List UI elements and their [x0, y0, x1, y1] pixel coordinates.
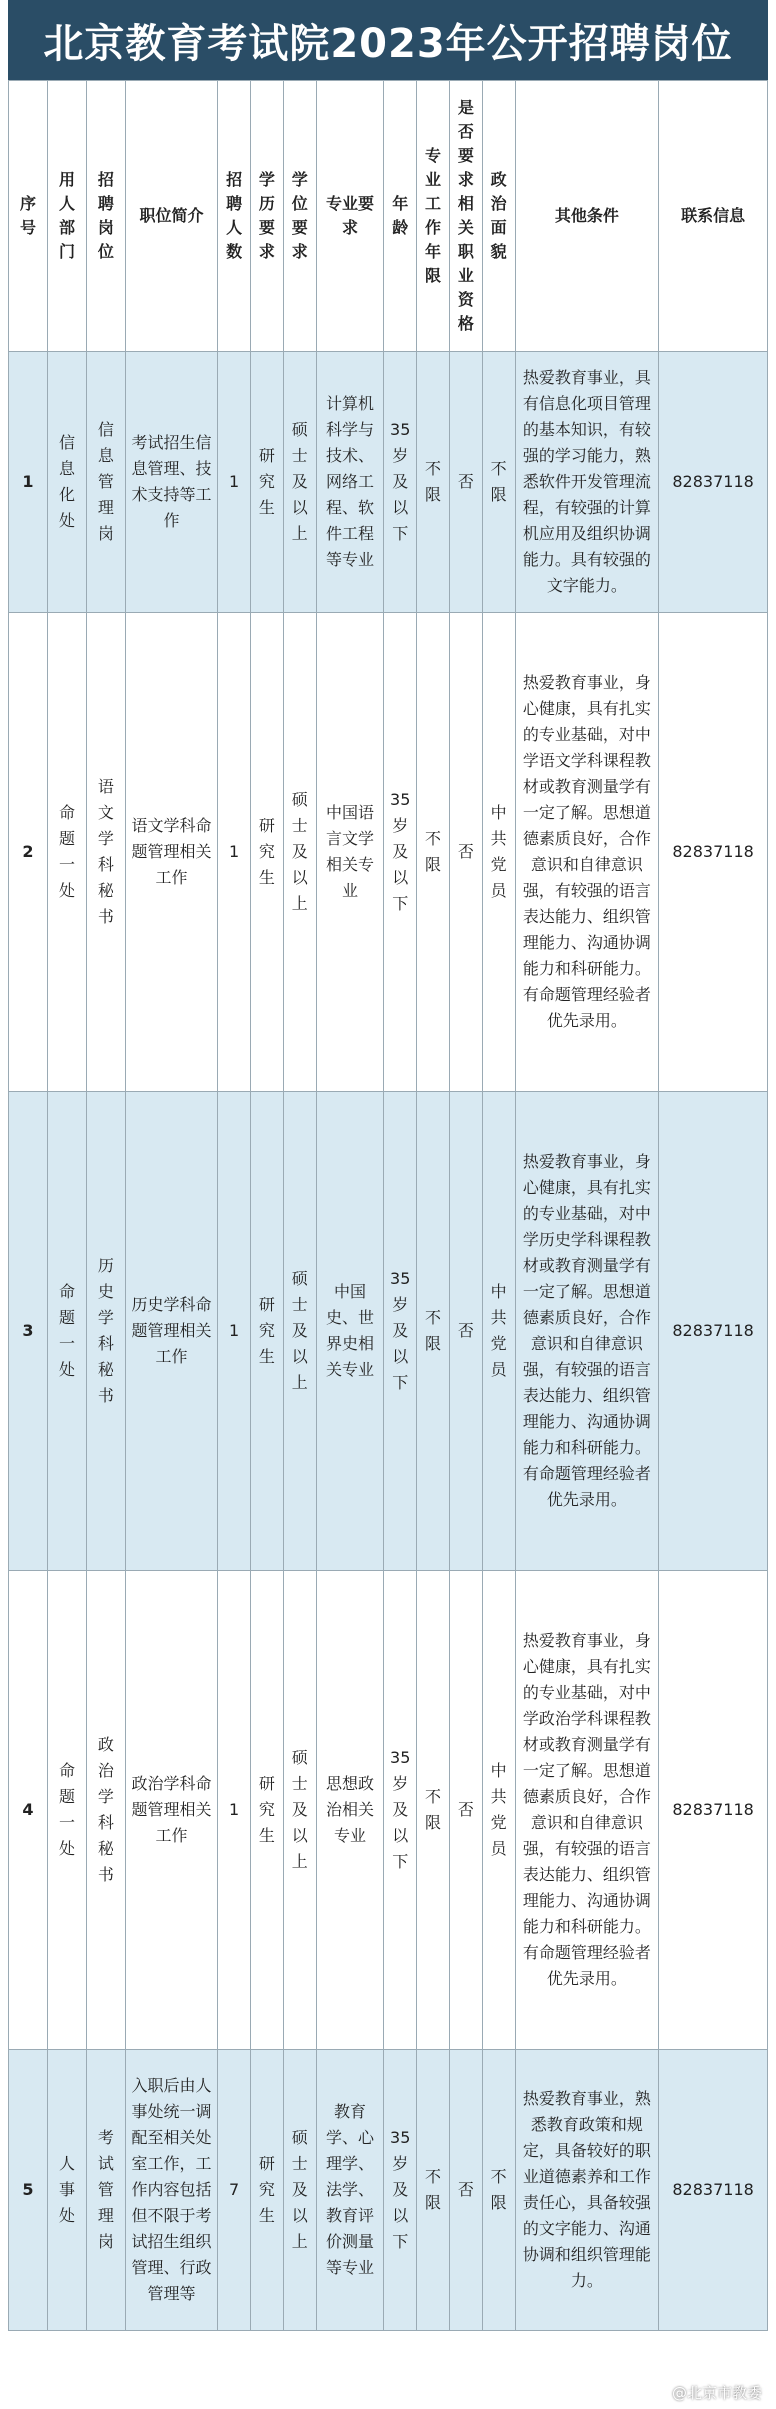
cell-dept: 命题一处 — [47, 1571, 86, 2050]
cell-intro: 入职后由人事处统一调配至相关处室工作，工作内容包括但不限于考试招生组织管理、行政管理等 — [125, 2050, 217, 2331]
cell-years: 不限 — [417, 613, 450, 1092]
cell-politics: 不限 — [482, 2050, 515, 2331]
cell-major: 思想政治相关专业 — [316, 1571, 384, 2050]
cell-politics: 中共党员 — [482, 613, 515, 1092]
cell-other: 热爱教育事业，熟悉教育政策和规定，具备较好的职业道德素养和工作责任心，具备较强的文字能力、沟通协调和组织管理能力。 — [515, 2050, 659, 2331]
cell-major: 计算机科学与技术、网络工程、软件工程等专业 — [316, 352, 384, 613]
cell-count: 1 — [218, 613, 251, 1092]
cell-years: 不限 — [417, 2050, 450, 2331]
cell-post: 政治学科秘书 — [86, 1571, 125, 2050]
cell-other: 热爱教育事业，身心健康，具有扎实的专业基础，对中学政治学科课程教材或教育测量学有一定了解。思想道德素质良好，合作意识和自律意识强，有较强的语言表达能力、组织管理能力、沟通协调能力和科研能力。有命题管理经验者优先录用。 — [515, 1571, 659, 2050]
cell-post: 信息管理岗 — [86, 352, 125, 613]
table-row — [9, 613, 768, 1092]
table-row — [9, 1092, 768, 1571]
cell-other: 热爱教育事业，具有信息化项目管理的基本知识，有较强的学习能力，熟悉软件开发管理流程，有较强的计算机应用及组织协调能力。具有较强的文字能力。 — [515, 352, 659, 613]
cell-dept: 命题一处 — [47, 1092, 86, 1571]
job-table — [8, 80, 768, 2331]
cell-edu: 研究生 — [251, 2050, 284, 2331]
cell-degree: 硕士及以上 — [283, 2050, 316, 2331]
cell-intro: 历史学科命题管理相关工作 — [125, 1092, 217, 1571]
cell-no: 2 — [9, 613, 48, 1092]
cell-age: 35岁及以下 — [384, 2050, 417, 2331]
cell-count: 7 — [218, 2050, 251, 2331]
cell-edu: 研究生 — [251, 1092, 284, 1571]
cell-intro: 政治学科命题管理相关工作 — [125, 1571, 217, 2050]
header-row — [9, 81, 768, 352]
header-cell: 职位简介 — [125, 81, 217, 352]
cell-edu: 研究生 — [251, 613, 284, 1092]
header-cell: 招聘岗位 — [86, 81, 125, 352]
cell-no: 1 — [9, 352, 48, 613]
header-cell: 年龄 — [384, 81, 417, 352]
cell-post: 历史学科秘书 — [86, 1092, 125, 1571]
header-cell: 序号 — [9, 81, 48, 352]
cell-major: 教育学、心理学、法学、教育评价测量等专业 — [316, 2050, 384, 2331]
cell-edu: 研究生 — [251, 1571, 284, 2050]
cell-count: 1 — [218, 1571, 251, 2050]
cell-age: 35岁及以下 — [384, 1571, 417, 2050]
cell-dept: 人事处 — [47, 2050, 86, 2331]
cell-degree: 硕士及以上 — [283, 352, 316, 613]
header-cell: 用人部门 — [47, 81, 86, 352]
table-row — [9, 1571, 768, 2050]
cell-politics: 不限 — [482, 352, 515, 613]
cell-contact: 82837118 — [659, 1571, 768, 2050]
header-cell: 联系信息 — [659, 81, 768, 352]
cell-cert: 否 — [449, 352, 482, 613]
cell-no: 3 — [9, 1092, 48, 1571]
cell-no: 5 — [9, 2050, 48, 2331]
header-cell: 学历要求 — [251, 81, 284, 352]
cell-degree: 硕士及以上 — [283, 613, 316, 1092]
cell-other: 热爱教育事业，身心健康，具有扎实的专业基础，对中学历史学科课程教材或教育测量学有一定了解。思想道德素质良好，合作意识和自律意识强，有较强的语言表达能力、组织管理能力、沟通协调能力和科研能力。有命题管理经验者优先录用。 — [515, 1092, 659, 1571]
page-title: 北京教育考试院2023年公开招聘岗位 — [8, 0, 768, 80]
cell-post: 考试管理岗 — [86, 2050, 125, 2331]
cell-age: 35岁及以下 — [384, 1092, 417, 1571]
cell-no: 4 — [9, 1571, 48, 2050]
header-cell: 政治面貌 — [482, 81, 515, 352]
cell-contact: 82837118 — [659, 613, 768, 1092]
cell-intro: 考试招生信息管理、技术支持等工作 — [125, 352, 217, 613]
cell-age: 35岁及以下 — [384, 352, 417, 613]
header-cell: 招聘人数 — [218, 81, 251, 352]
cell-dept: 命题一处 — [47, 613, 86, 1092]
cell-politics: 中共党员 — [482, 1571, 515, 2050]
cell-count: 1 — [218, 1092, 251, 1571]
header-cell: 其他条件 — [515, 81, 659, 352]
cell-edu: 研究生 — [251, 352, 284, 613]
header-cell: 专业工作年限 — [417, 81, 450, 352]
cell-degree: 硕士及以上 — [283, 1092, 316, 1571]
cell-contact: 82837118 — [659, 1092, 768, 1571]
cell-years: 不限 — [417, 1092, 450, 1571]
cell-contact: 82837118 — [659, 352, 768, 613]
cell-dept: 信息化处 — [47, 352, 86, 613]
cell-post: 语文学科秘书 — [86, 613, 125, 1092]
cell-cert: 否 — [449, 1571, 482, 2050]
cell-years: 不限 — [417, 352, 450, 613]
cell-count: 1 — [218, 352, 251, 613]
cell-age: 35岁及以下 — [384, 613, 417, 1092]
cell-cert: 否 — [449, 1092, 482, 1571]
cell-major: 中国史、世界史相关专业 — [316, 1092, 384, 1571]
header-cell: 是否要求相关职业资格 — [449, 81, 482, 352]
cell-degree: 硕士及以上 — [283, 1571, 316, 2050]
cell-contact: 82837118 — [659, 2050, 768, 2331]
table-row — [9, 352, 768, 613]
cell-politics: 中共党员 — [482, 1092, 515, 1571]
cell-major: 中国语言文学相关专业 — [316, 613, 384, 1092]
cell-intro: 语文学科命题管理相关工作 — [125, 613, 217, 1092]
table-row — [9, 2050, 768, 2331]
header-cell: 学位要求 — [283, 81, 316, 352]
cell-years: 不限 — [417, 1571, 450, 2050]
cell-other: 热爱教育事业，身心健康，具有扎实的专业基础，对中学语文学科课程教材或教育测量学有一定了解。思想道德素质良好，合作意识和自律意识强，有较强的语言表达能力、组织管理能力、沟通协调能力和科研能力。有命题管理经验者优先录用。 — [515, 613, 659, 1092]
cell-cert: 否 — [449, 2050, 482, 2331]
watermark: @北京市教委 — [671, 2384, 762, 2402]
header-cell: 专业要求 — [316, 81, 384, 352]
cell-cert: 否 — [449, 613, 482, 1092]
